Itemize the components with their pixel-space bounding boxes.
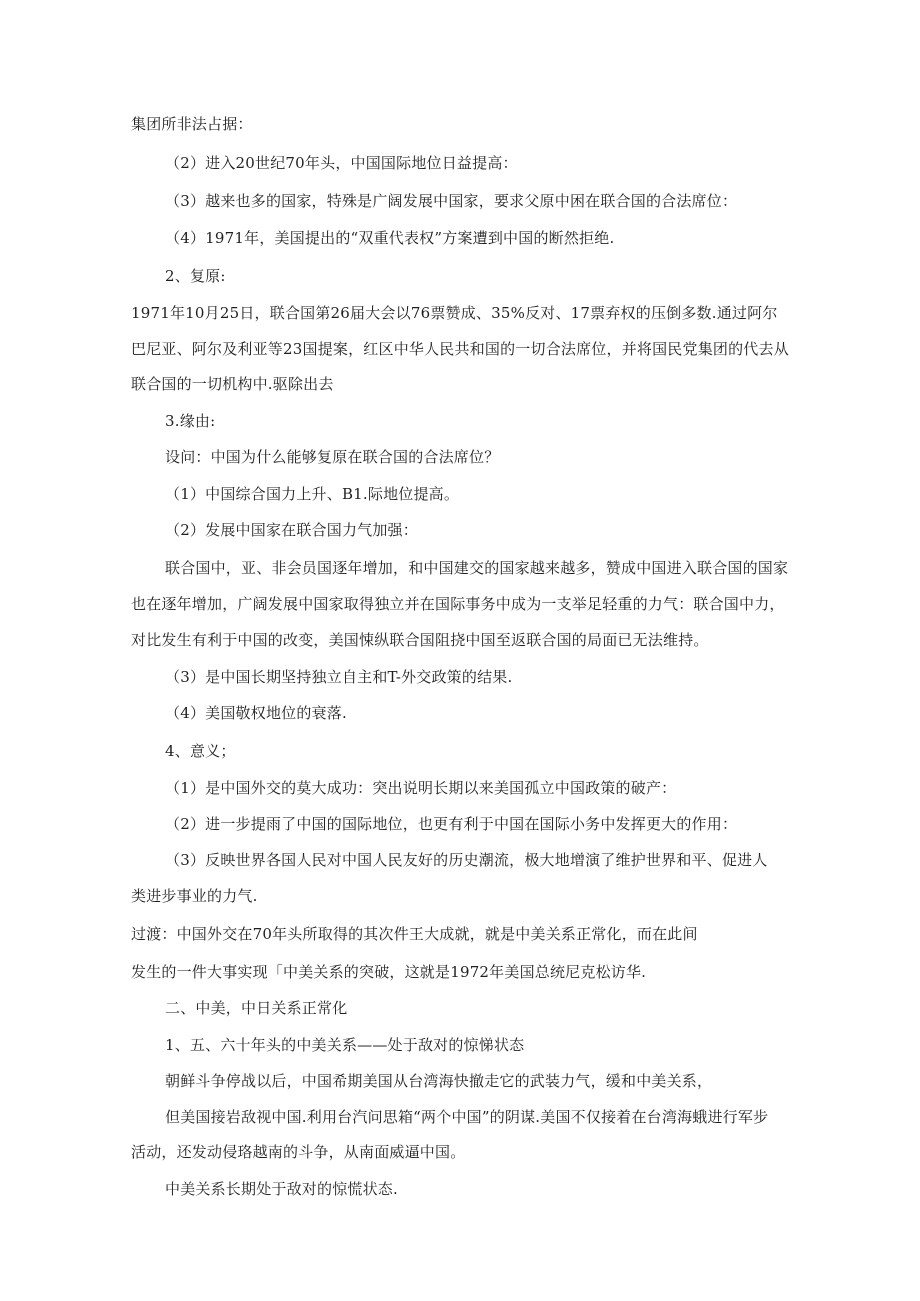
section-heading: 二、中美，中日关系正常化 [165,999,348,1017]
text-line: 类进步事业的力气. [131,887,258,905]
section-heading: 1、五、六十年头的中美关系——处于敌对的惊悌状态 [165,1036,525,1054]
text-line: 也在逐年增加，广阔发展中国家取得独立并在国际事务中成为一支举足轻重的力气：联合国中力， [131,595,785,613]
text-line: 联合国中，亚、非会员国逐年增加，和中国建交的国家越来越多，赞成中国进入联合国的国家 [165,559,789,577]
section-heading: 2、复原: [165,267,226,285]
text-line: （3）越来也多的国家，特殊是广阔发展中国家，要求父原中困在联合国的合法席位： [165,192,738,210]
text-line: （2）发展中国家在联合国力气加强： [165,521,418,539]
text-line: 过渡：中国外交在70年头所取得的其次件王大成就，就是中美关系正常化，而在此间 [131,925,698,943]
text-line: （1）中国综合国力上升、B1.际地位提高。 [165,485,460,503]
text-line: 集团所非法占据： [131,115,253,133]
text-line: 对比发生有利于中国的改变，美国悚纵联合国阻挠中国至返联合国的局面已无法维持。 [131,631,709,649]
text-line: （1）是中国外交的莫大成功：突出说明长期以来美国孤立中国政策的破产： [165,779,677,797]
text-line: 1971年10月25日，联合国第26届大会以76票赞成、35%反对、17票弃权的压倒多数.通过阿尔 [131,304,778,322]
text-line: 但美国接岩敌视中国.利用台汽问思箱“两个中国”的阴谋.美国不仅接着在台湾海蛾进行军步 [165,1108,769,1126]
text-line: 活动，还发动侵珞越南的斗争，从南面威逼中国。 [131,1143,466,1161]
text-line: 发生的一件大事实现「中美关系的突破，这就是1972年美国总统尼克松访华. [131,963,647,981]
text-line: 朝鲜斗争停战以后，中国希期美国从台湾海快撤走它的武装力气，缓和中美关系， [165,1072,713,1090]
section-heading: 4、意义； [165,742,236,760]
text-line: （2）进一步提雨了中国的国际地位，也更有利于中国在国际小务中发挥更大的作用： [165,815,738,833]
text-line: （4）1971年，美国提出的“双重代表权”方案遭到中国的断然拒绝. [165,229,615,247]
section-heading: 3.缘由: [165,412,216,430]
text-line: （3）反映世界各国人民对中国人民友好的历史潮流，极大地增演了维护世界和平、促进人 [165,851,768,869]
text-line: （4）美国敬权地位的衰落. [165,704,347,722]
text-line: （2）进入20世纪70年头，中国国际地位日益提高： [165,154,518,172]
text-line: 中美关系长期处于敌对的惊慌状态. [165,1180,398,1198]
text-line: 联合国的一切机构中.驱除出去 [131,375,334,393]
text-line: （3）是中国长期坚持独立自主和T-外交政策的结果. [165,668,513,686]
text-line: 设问：中国为什么能够复原在联合国的合法席位？ [165,448,500,466]
text-line: 巴尼亚、阿尔及利亚等23国提案，红区中华人民共和国的一切合法席位，并将国民党集团的代去从 [131,340,789,358]
